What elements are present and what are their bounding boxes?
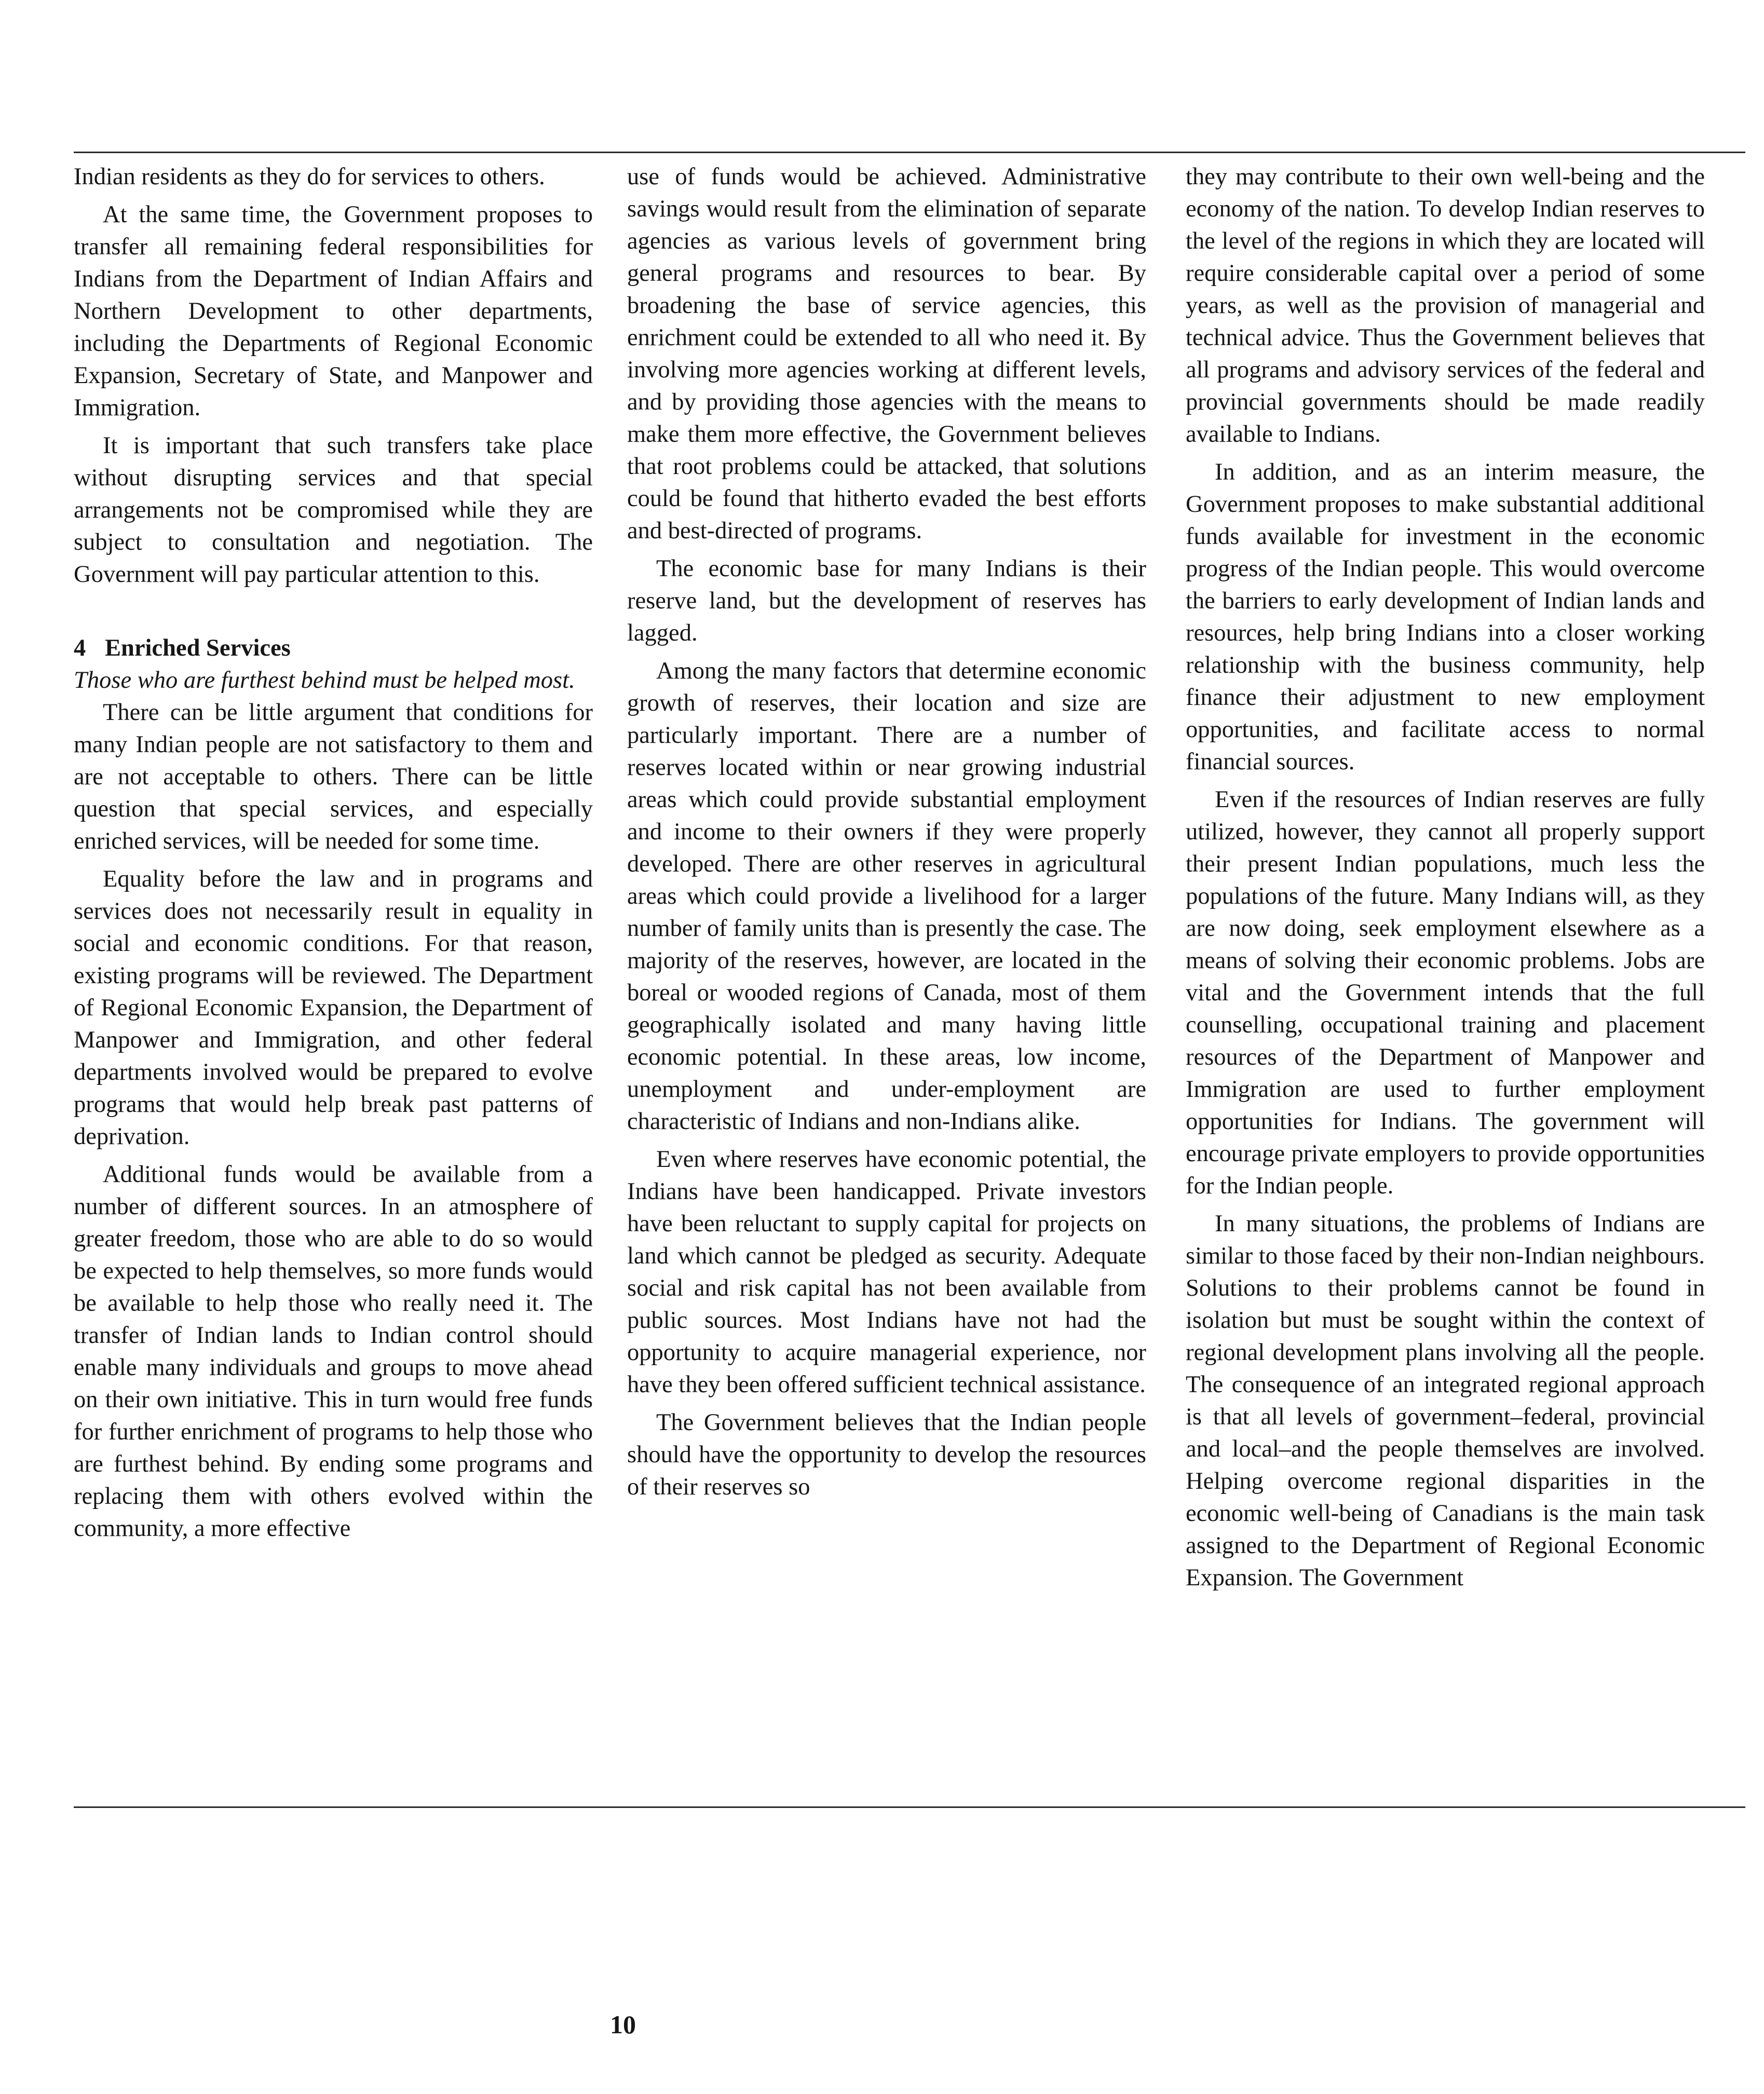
section-title: Enriched Services xyxy=(105,635,291,661)
top-rule xyxy=(74,152,1745,153)
section-subtitle: Those who are furthest behind must be helped most. xyxy=(74,667,575,694)
paragraph: Equality before the law and in programs and services does not necessarily result in equality in social and economic conditions. For that reason, existing programs will be reviewed. The Department of Regional Economic Expansion, the Department of Manpower and Immigration, and other federal departments involved would be prepared to evolve programs that would help break past patterns of deprivation. xyxy=(74,866,593,1150)
paragraph: The economic base for many Indians is their reserve land, but the development of reserves has lagged. xyxy=(627,555,1146,646)
paragraph: In addition, and as an interim measure, the Government proposes to make substantial additional funds available for investment in the economic progress of the Indian people. This would overcome the barriers to early development of Indian lands and resources, help bring Indians into a closer working relationship with the business community, help finance their adjustment to new employment opportunities, and facilitate access to normal financial sources. xyxy=(1186,459,1705,775)
paragraph: It is important that such transfers take place without disrupting services and that special arrangements not be compromised while they are subject to consultation and negotiation. The Government will pay particular attention to this. xyxy=(74,432,593,588)
paragraph: use of funds would be achieved. Administrative savings would result from the elimination of separate agencies as various levels of government bring general programs and resources to bear. By broadening the base of service agencies, this enrichment could be extended to all who need it. By involving more agencies working at different levels, and by providing those agencies with the means to make them more effective, the Government believes that root problems could be attacked, that solutions could be found that hitherto evaded the best efforts and best-directed of programs. xyxy=(627,164,1146,544)
column-1 xyxy=(74,161,593,1551)
column-2 xyxy=(627,161,1146,1509)
paragraph: Additional funds would be available from a number of different sources. In an atmosphere of greater freedom, those who are able to do so would be expected to help themselves, so more funds would be available to help those who really need it. The transfer of Indian lands to Indian control should enable many individuals and groups to move ahead on their own initiative. This in turn would free funds for further enrichment of programs to help those who are furthest behind. By ending some programs and replacing them with others evolved within the community, a more effective xyxy=(74,1161,593,1542)
section-number: 4 xyxy=(74,635,86,661)
paragraph: Even if the resources of Indian reserves are fully utilized, however, they cannot all properly support their present Indian populations, much less the populations of the future. Many Indians will, as they are now doing, seek employment elsewhere as a means of solving their economic problems. Jobs are vital and the Government intends that the full counselling, occupational training and placement resources of the Department of Manpower and Immigration are used to further employment opportunities for Indians. The government will encourage private employers to provide opportunities for the Indian people. xyxy=(1186,786,1705,1199)
page-number: 10 xyxy=(610,2010,636,2039)
paragraph: At the same time, the Government proposes to transfer all remaining federal responsibilities for Indians from the Department of Indian Affairs and Northern Development to other departments, including the Departments of Regional Economic Expansion, Secretary of State, and Manpower and Immigration. xyxy=(74,201,593,421)
paragraph: There can be little argument that conditions for many Indian people are not satisfactory to them and are not acceptable to others. There can be little question that special services, and especially enriched services, will be needed for some time. xyxy=(74,699,593,854)
paragraph: The Government believes that the Indian people should have the opportunity to develop the resources of their reserves so xyxy=(627,1409,1146,1500)
paragraph: they may contribute to their own well-being and the economy of the nation. To develop Indian reserves to the level of the regions in which they are located will require considerable capital over a period of some years, as well as the provision of managerial and technical advice. Thus the Government believes that all programs and advisory services of the federal and provincial governments should be made readily available to Indians. xyxy=(1186,164,1705,447)
paragraph: In many situations, the problems of Indians are similar to those faced by their non-Indian neighbours. Solutions to their problems cannot be found in isolation but must be sought within the context of regional development plans involving all the people. The consequence of an integrated regional approach is that all levels of government–federal, provincial and local–and the people themselves are involved. Helping overcome regional disparities in the economic well-being of Canadians is the main task assigned to the Department of Regional Economic Expansion. The Government xyxy=(1186,1211,1705,1591)
paragraph: Among the many factors that determine economic growth of reserves, their location and size are particularly important. There are a number of reserves located within or near growing industrial areas which could provide substantial employment and income to their owners if they were properly developed. There are other reserves in agricultural areas which could provide a livelihood for a larger number of family units than is presently the case. The majority of the reserves, however, are located in the boreal or wooded regions of Canada, most of them geographically isolated and many having little economic potential. In these areas, low income, unemployment and under-employment are characteristic of Indians and non-Indians alike. xyxy=(627,658,1146,1135)
bottom-rule xyxy=(74,1806,1745,1808)
column-3 xyxy=(1186,161,1705,1600)
paragraph: Indian residents as they do for services to others. xyxy=(74,164,545,190)
paragraph: Even where reserves have economic potential, the Indians have been handicapped. Private investors have been reluctant to supply capital for projects on land which cannot be pledged as security. Adequate social and risk capital has not been available from public sources. Most Indians have not had the opportunity to acquire managerial experience, nor have they been offered sufficient technical assistance. xyxy=(627,1146,1146,1398)
section-heading xyxy=(74,632,593,664)
